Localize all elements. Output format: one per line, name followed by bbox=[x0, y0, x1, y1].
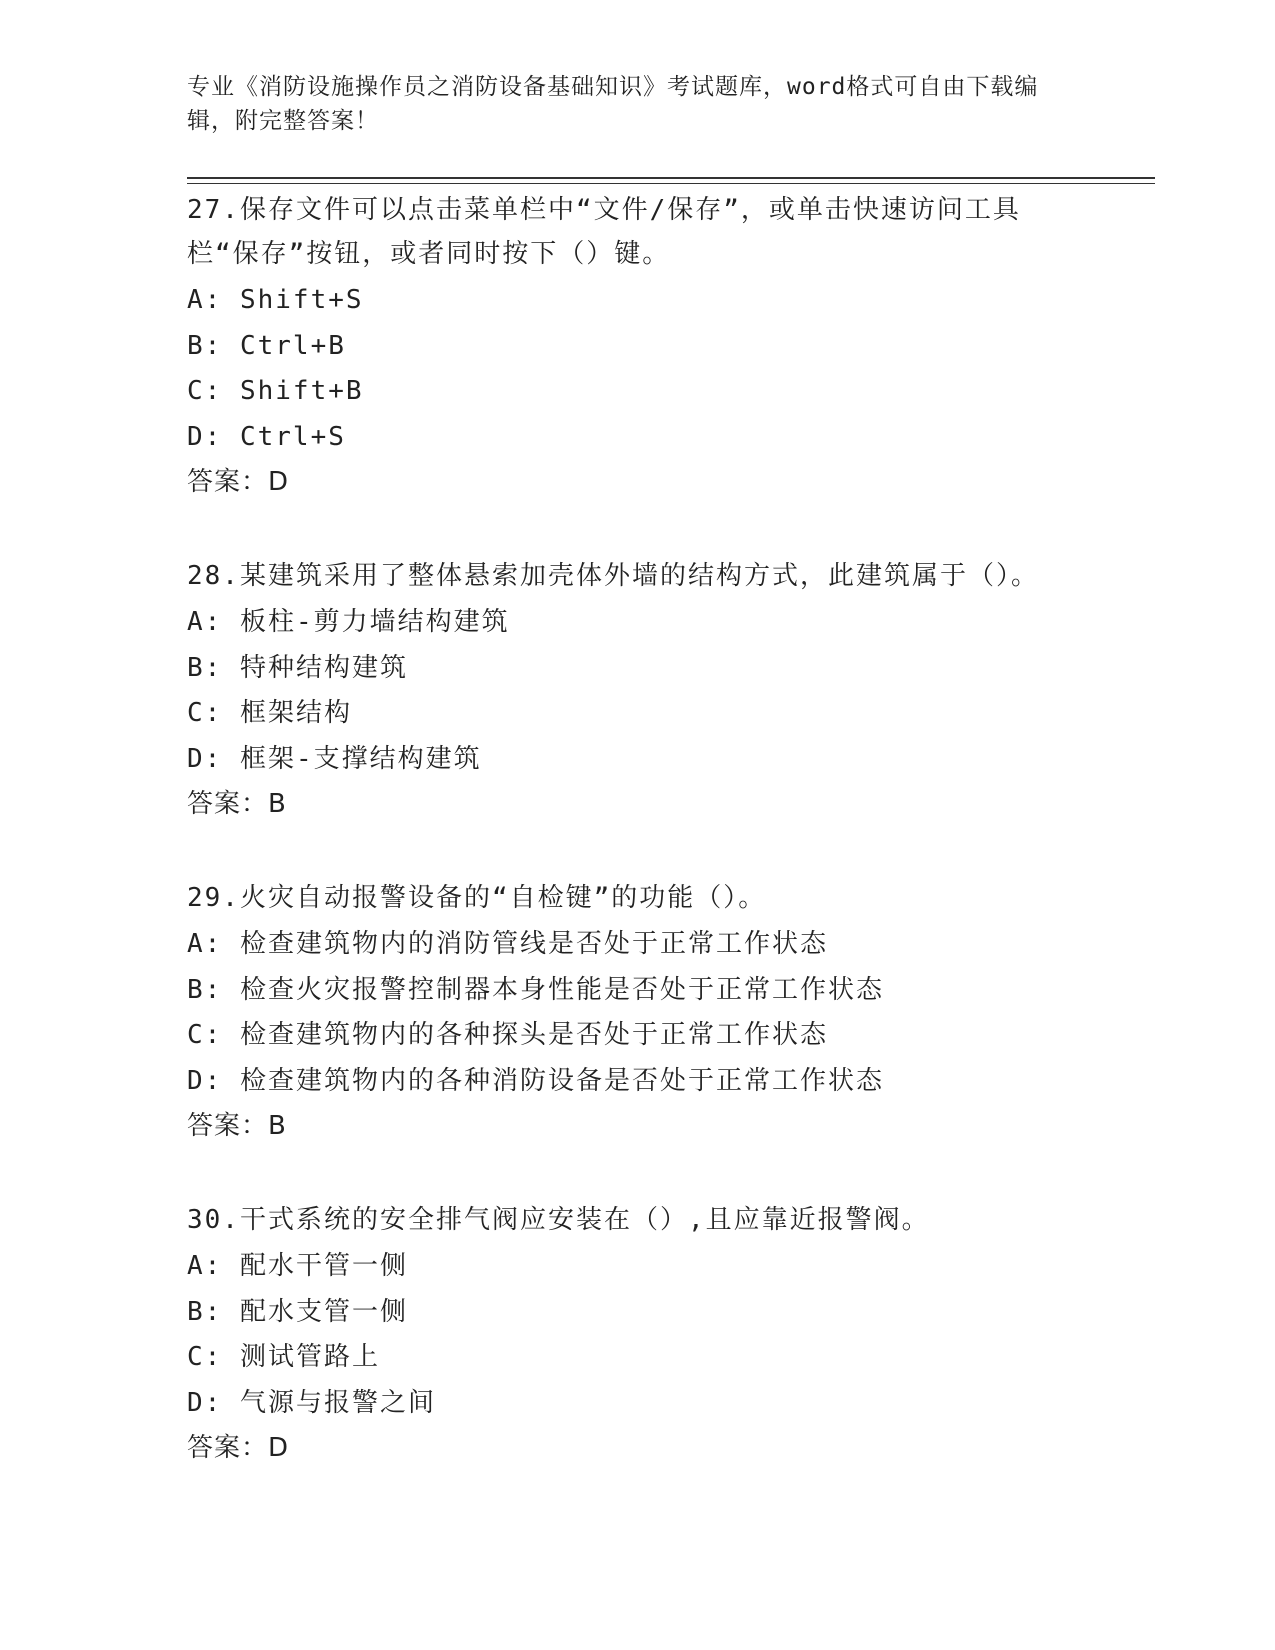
option-b: B: 特种结构建筑 bbox=[187, 652, 408, 683]
option-d: D: 框架-支撑结构建筑 bbox=[187, 743, 482, 774]
question-28 bbox=[187, 554, 1087, 826]
option-a: A: 检查建筑物内的消防管线是否处于正常工作状态 bbox=[187, 929, 828, 959]
question-spacer bbox=[187, 504, 1087, 554]
question-spacer bbox=[187, 826, 1087, 876]
option-d: D: Ctrl+S bbox=[187, 421, 346, 452]
answer-line: 答案：D bbox=[187, 1433, 290, 1463]
option-b: B: Ctrl+B bbox=[187, 330, 346, 361]
option-c: C: 检查建筑物内的各种探头是否处于正常工作状态 bbox=[187, 1020, 828, 1050]
question-list bbox=[187, 188, 1087, 1470]
option-c: C: Shift+B bbox=[187, 376, 364, 406]
option-d: D: 检查建筑物内的各种消防设备是否处于正常工作状态 bbox=[187, 1065, 884, 1096]
answer-line: 答案：B bbox=[187, 1111, 287, 1141]
document-header: 专业《消防设施操作员之消防设备基础知识》考试题库，word格式可自由下载编辑，附完整答案！ bbox=[187, 74, 1039, 134]
question-spacer bbox=[187, 1148, 1087, 1198]
question-stem: 30.干式系统的安全排气阀应安装在（）,且应靠近报警阀。 bbox=[187, 1205, 930, 1235]
option-c: C: 框架结构 bbox=[187, 698, 352, 728]
option-a: A: 板柱-剪力墙结构建筑 bbox=[187, 607, 510, 637]
question-30 bbox=[187, 1198, 1087, 1470]
question-stem: 29.火灾自动报警设备的“自检键”的功能（）。 bbox=[187, 883, 767, 913]
option-a: A: 配水干管一侧 bbox=[187, 1251, 408, 1281]
question-29 bbox=[187, 876, 1087, 1148]
option-c: C: 测试管路上 bbox=[187, 1342, 380, 1372]
option-b: B: 检查火灾报警控制器本身性能是否处于正常工作状态 bbox=[187, 974, 884, 1005]
header-divider-thick bbox=[187, 177, 1155, 179]
question-stem: 28.某建筑采用了整体悬索加壳体外墙的结构方式，此建筑属于（）。 bbox=[187, 561, 1039, 591]
question-stem: 27.保存文件可以点击菜单栏中“文件/保存”，或单击快速访问工具栏“保存”按钮，或者同时按下（）键。 bbox=[187, 195, 1021, 269]
option-d: D: 气源与报警之间 bbox=[187, 1387, 436, 1418]
header-divider-thin bbox=[187, 183, 1155, 184]
option-a: A: Shift+S bbox=[187, 285, 364, 315]
option-b: B: 配水支管一侧 bbox=[187, 1296, 408, 1327]
question-27 bbox=[187, 188, 1087, 504]
answer-line: 答案：D bbox=[187, 467, 290, 497]
answer-line: 答案：B bbox=[187, 789, 287, 819]
